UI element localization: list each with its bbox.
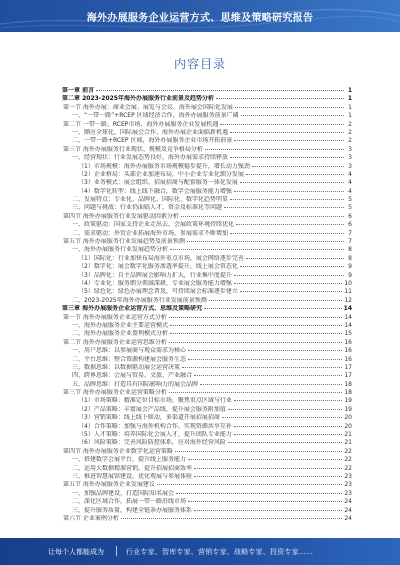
toc-entry-title: （3）营销策略：线上线下联动，多渠道开展招展招商 [78, 414, 220, 422]
dot-leader [230, 199, 344, 200]
dot-leader [170, 325, 342, 326]
dot-leader [236, 224, 344, 225]
toc-entry-item [62, 297, 352, 305]
toc-entry-subitem [62, 280, 352, 288]
dot-leader [182, 367, 342, 368]
dot-leader [230, 233, 344, 234]
toc-entry-subitem [62, 414, 352, 422]
toc-entry-title: （2）数字化：展会数字化服务渗透率提升，线上展会常态化 [78, 263, 238, 271]
toc-entry-title: 五、品牌思维：打造具有国际影响力的展会品牌 [72, 380, 199, 388]
toc-entry-page-number: 4 [348, 187, 352, 195]
toc-list [62, 87, 352, 523]
toc-entry-item [62, 196, 352, 204]
toc-entry-page-number: 20 [344, 414, 352, 422]
dot-leader [96, 90, 344, 91]
toc-entry-subitem [62, 263, 352, 271]
toc-entry-title: 一、顺应全球化，国际展会合作、海外办展企业面临新机遇 [72, 128, 229, 136]
toc-entry-page-number: 7 [348, 229, 352, 237]
dot-leader [234, 434, 343, 435]
toc-entry-page-number: 16 [344, 347, 352, 355]
toc-entry-page-number: 1 [347, 95, 352, 103]
dot-leader [194, 375, 342, 376]
toc-entry-title: 二、海外办展服务企业盈利模式分析 [72, 330, 169, 338]
toc-heading: 内容目录 [173, 57, 226, 71]
dot-leader [209, 300, 343, 301]
toc-entry-item [62, 137, 352, 145]
toc-entry-subitem [62, 255, 352, 263]
toc-entry-page-number: 24 [344, 498, 352, 506]
toc-entry-page-number: 24 [344, 514, 352, 522]
dot-leader [252, 166, 344, 167]
dot-leader [175, 451, 342, 452]
toc-entry-title: 一、海外办展服务行业发展趋势分析 [72, 246, 169, 254]
toc-entry-page-number: 3 [348, 162, 352, 170]
dot-leader [200, 384, 342, 385]
toc-entry-page-number: 14 [344, 321, 352, 329]
toc-entry-title: 一、政策驱动：国家支持企业走出去，会展政策环境持续优化 [72, 221, 235, 229]
toc-entry-title: 一、经营现状：行业发展态势良好，海外办展需求持续释放 [72, 154, 229, 162]
dot-leader [234, 140, 344, 141]
toc-entry-title: 二、需求驱动：外贸企业拓展海外市场，参展需求不断增加 [72, 229, 229, 237]
toc-entry-item [62, 381, 352, 389]
toc-entry-title: 第四节 海外办展服务行业发展驱动因素分析 [63, 212, 179, 220]
toc-entry-page-number: 17 [344, 372, 352, 380]
toc-entry-page-number: 6 [348, 221, 352, 229]
toc-entry-title: （1）国际化：行业加快布局海外重点市场，展会网络逐步完善 [78, 254, 244, 262]
toc-entry-section [62, 389, 352, 397]
toc-entry-chapter [62, 87, 352, 95]
toc-entry-item [62, 204, 352, 212]
toc-entry-page-number: 23 [344, 489, 352, 497]
toc-entry-page-number: 18 [344, 380, 352, 388]
dot-leader [205, 149, 344, 150]
toc-entry-page-number: 18 [344, 389, 352, 397]
dot-leader [246, 258, 344, 259]
toc-entry-title: （6）风险策略：完善风险防控体系，应对海外经营风险 [78, 439, 226, 447]
toc-entry-item [62, 356, 352, 364]
toc-entry-title: 三、提升服务质量，构建全链条办展服务体系 [72, 506, 193, 514]
toc-entry-page-number: 3 [348, 154, 352, 162]
toc-entry-page-number: 21 [344, 439, 352, 447]
toc-entry-item [62, 330, 352, 338]
toc-entry-item [62, 465, 352, 473]
toc-entry-title: （4）数字化转型：线上线下融合，数字会展服务能力增强 [78, 187, 232, 195]
toc-entry-page-number: 16 [344, 338, 352, 346]
toc-entry-title: 一、加强品牌建设，打造国际知名展会 [72, 489, 175, 497]
toc-entry-item [62, 129, 352, 137]
toc-entry-page-number: 9 [348, 271, 352, 279]
toc-entry-page-number: 21 [344, 431, 352, 439]
toc-entry-page-number: 1 [348, 112, 352, 120]
toc-entry-page-number: 2 [348, 120, 352, 128]
toc-entry-title: 第三章 海外办展服务企业运营方式、思维及策略研究 [62, 305, 203, 313]
dot-leader [170, 333, 342, 334]
toc-entry-page-number: 19 [344, 397, 352, 405]
toc-entry-title: 第二节 一带一路、RCEP市场，海外办展服务企业发展机遇 [63, 120, 219, 128]
toc-entry-title: 一、“一带一路”+RCEP 区域经济合作，海外办展服务前景广阔 [72, 112, 239, 120]
toc-entry-title: 二、深化区域合作，拓展一带一路沿线市场 [72, 498, 187, 506]
dot-leader [235, 107, 344, 108]
toc-entry-page-number: 11 [344, 288, 352, 296]
toc-entry-page-number: 6 [348, 212, 352, 220]
dot-leader [194, 510, 342, 511]
toc-entry-page-number: 19 [344, 405, 352, 413]
toc-entry-title: 第五节 海外办展服务企业发展建议 [63, 481, 155, 489]
toc-entry-section [62, 481, 352, 489]
toc-entry-item [62, 473, 352, 481]
dot-leader [188, 350, 342, 351]
dot-leader [234, 191, 344, 192]
toc-entry-title: （1）市场规模：海外办展服务市场规模稳步提升，增长动力强劲 [78, 162, 250, 170]
toc-entry-subitem [62, 397, 352, 405]
toc-entry-title: 第六节 企业案例分析 [63, 514, 119, 522]
toc-entry-section [62, 515, 352, 523]
toc-entry-item [62, 322, 352, 330]
toc-entry-page-number: 14 [343, 305, 352, 313]
toc-entry-page-number: 20 [344, 422, 352, 430]
toc-entry-title: 一、用户思维：以参展商与观众需求为核心 [72, 347, 187, 355]
toc-entry-page-number: 8 [348, 246, 352, 254]
toc-entry-title: 一、搭建数字会展平台，提升线上服务能力 [72, 456, 187, 464]
dot-leader [224, 207, 344, 208]
toc-entry-section [62, 314, 352, 322]
dot-leader [234, 426, 343, 427]
toc-entry-title: 三、推进智慧展馆建设，优化观展与参展体验 [72, 472, 193, 480]
dot-leader [246, 174, 344, 175]
toc-entry-page-number: 4 [348, 170, 352, 178]
toc-entry-page-number: 1 [348, 103, 352, 111]
toc-entry-page-number: 2 [348, 137, 352, 145]
dot-leader [230, 132, 344, 133]
footer-slogan-left: 让每个人都能成为 [48, 548, 104, 556]
toc-entry-title: 第一节 海外办展服务企业运营方式分析 [63, 313, 167, 321]
toc-entry-title: （2）产品策略：丰富展会产品线，提升展会服务附加值 [78, 405, 226, 413]
toc-entry-title: （5）绿色化：绿色办展理念普及，可持续展会标准逐步建立 [78, 288, 238, 296]
dot-leader [240, 182, 344, 183]
toc-entry-title: 第四节 海外办展服务企业数字化运营策略 [63, 447, 173, 455]
toc-entry-item [62, 112, 352, 120]
toc-entry-item [62, 230, 352, 238]
toc-entry-title: 第五节 海外办展服务行业发展趋势及前景预测 [63, 238, 185, 246]
toc-entry-chapter [62, 305, 352, 313]
dot-leader [121, 518, 342, 519]
toc-entry-section [62, 146, 352, 154]
toc-entry-subitem [62, 179, 352, 187]
dot-leader [194, 476, 342, 477]
toc-entry-subitem [62, 406, 352, 414]
toc-entry-subitem [62, 163, 352, 171]
toc-entry-title: 第三节 海外办展服务企业运营策略分析 [63, 389, 167, 397]
toc-entry-section [62, 104, 352, 112]
toc-entry-section [62, 121, 352, 129]
toc-entry-item [62, 507, 352, 515]
toc-entry-subitem [62, 171, 352, 179]
toc-entry-title: （2）企业格局：头部企业加速布局，中小企业专业化细分发展 [78, 170, 244, 178]
toc-entry-item [62, 364, 352, 372]
toc-entry-item [62, 221, 352, 229]
dot-leader [169, 392, 342, 393]
toc-entry-title: 一、海外办展服务企业主要运营模式 [72, 321, 169, 329]
footer-banner [0, 538, 400, 565]
dot-leader [176, 493, 342, 494]
dot-leader [204, 308, 342, 309]
toc-entry-title: 第二章 2023-2025年海外办展服务行业前景及趋势分析 [62, 95, 214, 103]
toc-entry-page-number: 15 [344, 330, 352, 338]
report-title: 海外办展服务企业运营方式、思维及策略研究报告 [86, 13, 314, 24]
dot-leader [216, 98, 344, 99]
toc-entry-title: 二、发展特点：专业化、品牌化、国际化、数字化趋势明显 [72, 196, 229, 204]
toc-entry-subitem [62, 423, 352, 431]
dot-leader [241, 115, 344, 116]
toc-entry-title: （3）业务模式：展会组织、招展招商与配套服务一体化发展 [78, 179, 238, 187]
toc-entry-title: 第二节 海外办展服务企业运营思维分析 [63, 338, 167, 346]
dot-leader [222, 417, 343, 418]
toc-entry-subitem [62, 272, 352, 280]
toc-entry-page-number: 5 [348, 196, 352, 204]
toc-entry-page-number: 22 [344, 464, 352, 472]
toc-entry-page-number: 24 [344, 506, 352, 514]
toc-entry-item [62, 490, 352, 498]
toc-entry-page-number: 17 [344, 363, 352, 371]
dot-leader [230, 157, 344, 158]
dot-leader [188, 459, 342, 460]
toc-entry-page-number: 14 [344, 313, 352, 321]
toc-entry-title: （3）品牌化：自主品牌展会影响力扩大，行业集中度提升 [78, 271, 232, 279]
toc-entry-title: 二、一带一路+RCEP 区域，海外办展服务企业市场开拓前景 [72, 137, 233, 145]
toc-entry-page-number: 23 [344, 472, 352, 480]
dot-leader [188, 359, 342, 360]
toc-entry-title: 二、运用大数据精准营销，提升招展招商效率 [72, 464, 193, 472]
toc-entry-page-number: 5 [348, 204, 352, 212]
toc-entry-subitem [62, 431, 352, 439]
toc-entry-chapter [62, 95, 352, 103]
toc-entry-title: 第三节 海外办展服务行业现状、规模及竞争格局分析 [63, 145, 203, 153]
toc-entry-title: 三、数据思维：以数据驱动展会运营决策 [72, 363, 181, 371]
toc-entry-page-number: 10 [344, 279, 352, 287]
toc-entry-page-number: 1 [347, 87, 352, 94]
toc-entry-title: 三、问题与挑战：行业仍面临人才、资金及标准化等问题 [72, 204, 223, 212]
dot-leader [187, 241, 344, 242]
toc-entry-title: 二、平台思维：整合资源构建展会服务生态 [72, 355, 187, 363]
toc-entry-item [62, 347, 352, 355]
dot-leader [234, 275, 344, 276]
toc-entry-item [62, 456, 352, 464]
footer-slogan-right: 行业专家、智库专家、营销专家、战略专家、投资专家…… [126, 548, 314, 556]
toc-entry-section [62, 339, 352, 347]
dot-leader [240, 291, 343, 292]
toc-entry-title: （4）合作策略：加强与海外机构合作，实现资源共享互补 [78, 422, 232, 430]
toc-entry-page-number: 2 [348, 128, 352, 136]
dot-leader [228, 409, 343, 410]
dot-leader [234, 400, 343, 401]
toc-entry-page-number: 16 [344, 355, 352, 363]
toc-entry-item [62, 154, 352, 162]
toc-entry-item [62, 246, 352, 254]
dot-leader [188, 501, 342, 502]
dot-leader [240, 266, 344, 267]
toc-entry-title: 第一章 前言 [62, 87, 95, 94]
toc-entry-title: （5）人才策略：培养国际化会展人才，提升团队专业能力 [78, 431, 232, 439]
toc-entry-section [62, 448, 352, 456]
dot-leader [194, 468, 342, 469]
toc-entry-title: 第一节 海外办展：商业会展、展览与会议、海外展会国际化发展 [63, 103, 233, 111]
dot-leader [157, 484, 342, 485]
toc-entry-subitem [62, 439, 352, 447]
dot-leader [169, 342, 342, 343]
toc-entry-title: 二、2023-2025年海外办展服务行业发展前景预测 [72, 296, 207, 304]
toc-entry-title: （4）专业化：服务细分领域深耕，专业展会服务能力增强 [78, 279, 232, 287]
toc-entry-section [62, 213, 352, 221]
dot-leader [181, 216, 344, 217]
toc-entry-page-number: 4 [348, 179, 352, 187]
toc-entry-page-number: 22 [344, 456, 352, 464]
toc-entry-subitem [62, 288, 352, 296]
toc-entry-page-number: 8 [348, 254, 352, 262]
toc-entry-page-number: 12 [344, 296, 352, 304]
toc-entry-item [62, 498, 352, 506]
toc-entry-page-number: 23 [344, 481, 352, 489]
toc-entry-page-number: 22 [344, 447, 352, 455]
report-header-banner [0, 0, 400, 32]
toc-entry-title: 四、跨界思维：会展与贸易、文旅、产业融合 [72, 372, 193, 380]
dot-leader [220, 124, 344, 125]
dot-leader [234, 283, 343, 284]
dot-leader [169, 317, 342, 318]
toc-entry-item [62, 372, 352, 380]
footer-divider [116, 546, 117, 556]
toc-entry-page-number: 7 [348, 238, 352, 246]
toc-entry-subitem [62, 188, 352, 196]
toc-entry-page-number: 9 [348, 263, 352, 271]
dot-leader [170, 249, 344, 250]
toc-entry-page-number: 3 [348, 145, 352, 153]
dot-leader [228, 442, 343, 443]
toc-entry-section [62, 238, 352, 246]
toc-entry-title: （1）市场策略：精准定位目标市场，聚焦重点区域与行业 [78, 397, 232, 405]
